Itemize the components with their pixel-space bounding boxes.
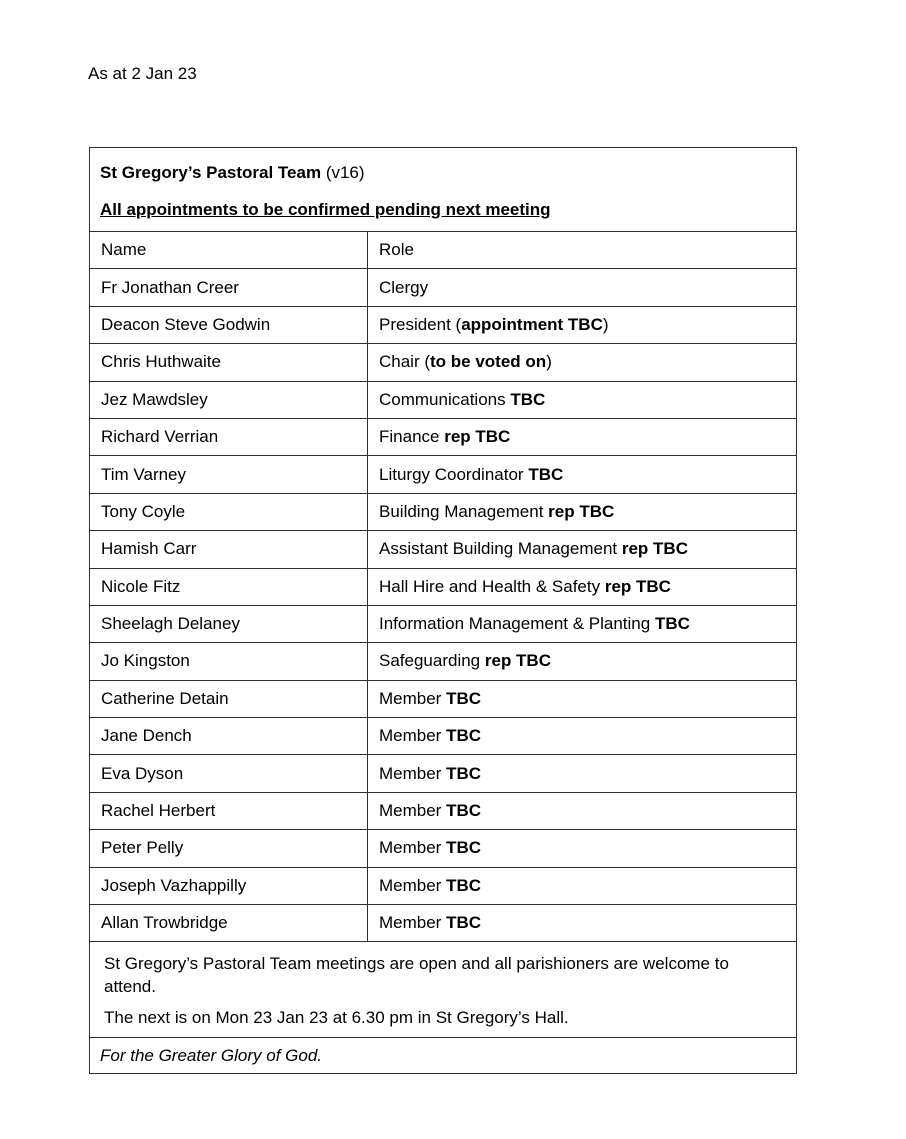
table-row [90,605,797,642]
member-role [368,905,797,942]
member-name: Tim Varney [90,456,368,493]
title-row [90,148,797,232]
member-name: Nicole Fitz [90,568,368,605]
role-segment: Clergy [379,277,429,297]
role-segment-bold: TBC [446,913,482,933]
role-segment-bold: TBC [446,838,482,858]
member-role [368,680,797,717]
table-row [90,568,797,605]
table-title-bold: St Gregory’s Pastoral Team [100,163,322,182]
pastoral-team-table [89,147,797,1074]
role-segment-bold: rep TBC [621,539,688,559]
role-segment-bold: rep TBC [444,427,511,447]
role-segment-bold: rep TBC [548,501,615,521]
member-name: Joseph Vazhappilly [90,867,368,904]
role-segment-bold: TBC [446,726,482,746]
date-label: As at 2 Jan 23 [88,64,197,83]
role-segment: Safeguarding [379,651,485,671]
table-row [90,418,797,455]
member-name: Jane Dench [90,718,368,755]
role-segment: Finance [379,427,445,447]
table-footer-body [90,942,797,1074]
table-row [90,531,797,568]
role-segment-bold: rep TBC [484,651,551,671]
table-subtitle: All appointments to be confirmed pending next meeting [100,200,551,219]
member-name: Deacon Steve Godwin [90,306,368,343]
table-row [90,344,797,381]
table-row [90,643,797,680]
table-row [90,381,797,418]
column-header-name: Name [90,232,368,269]
table-row [90,792,797,829]
table-row [90,905,797,942]
role-segment: President ( [379,314,462,334]
role-segment-bold: TBC [446,763,482,783]
member-role [368,493,797,530]
member-role [368,531,797,568]
role-segment: ) [602,314,609,334]
table-row [90,456,797,493]
role-segment: Assistant Building Management [379,539,622,559]
role-segment-bold: TBC [446,688,482,708]
table-row [90,680,797,717]
member-name: Sheelagh Delaney [90,605,368,642]
role-segment-bold: appointment TBC [461,314,603,334]
role-segment: Hall Hire and Health & Safety [379,576,605,596]
footer-notice-cell [90,942,797,1038]
footer-notice-row [90,942,797,1038]
member-role [368,456,797,493]
role-segment: ) [546,352,552,372]
role-segment: Liturgy Coordinator [379,464,529,484]
role-segment: Building Management [379,501,549,521]
role-segment: Member [379,875,447,895]
role-segment: Member [379,913,447,933]
table-title-cell [90,148,797,232]
member-role [368,306,797,343]
motto-cell: For the Greater Glory of God. [90,1038,797,1074]
table-row [90,306,797,343]
role-segment: Member [379,763,447,783]
member-name: Catherine Detain [90,680,368,717]
member-name: Richard Verrian [90,418,368,455]
footer-next-meeting-text: The next is on Mon 23 Jan 23 at 6.30 pm in St Gregory’s Hall. [104,1008,569,1028]
role-segment: Member [379,688,447,708]
member-name: Fr Jonathan Creer [90,269,368,306]
role-segment-bold: TBC [510,389,546,409]
member-role [368,381,797,418]
role-segment: Member [379,838,447,858]
member-role [368,418,797,455]
column-header-row [90,232,797,269]
member-role [368,830,797,867]
member-name: Rachel Herbert [90,792,368,829]
member-role [368,269,797,306]
role-segment-bold: rep TBC [604,576,671,596]
role-segment: Information Management & Planting [379,614,655,634]
column-header-role: Role [368,232,797,269]
member-name: Tony Coyle [90,493,368,530]
member-role [368,755,797,792]
member-role [368,643,797,680]
member-role [368,605,797,642]
table-row [90,867,797,904]
member-name: Chris Huthwaite [90,344,368,381]
table-title-version: (v16) [321,163,365,182]
role-segment-bold: TBC [446,801,482,821]
role-segment-bold: to be voted on [430,352,547,372]
role-segment-bold: TBC [528,464,564,484]
member-name: Jez Mawdsley [90,381,368,418]
table-row [90,830,797,867]
role-segment: Chair ( [379,352,431,372]
role-segment-bold: TBC [654,614,690,634]
member-name: Hamish Carr [90,531,368,568]
table-title [100,160,786,186]
member-role [368,867,797,904]
member-role [368,568,797,605]
member-name: Peter Pelly [90,830,368,867]
member-role [368,718,797,755]
table-row [90,718,797,755]
member-role [368,792,797,829]
member-name: Allan Trowbridge [90,905,368,942]
role-segment: Member [379,801,447,821]
table-row [90,755,797,792]
role-segment-bold: TBC [446,875,482,895]
role-segment: Member [379,726,447,746]
member-role [368,344,797,381]
role-segment: Communications [379,389,511,409]
table-row [90,269,797,306]
footer-open-meeting-text: St Gregory’s Pastoral Team meetings are open and all parishioners are welcome to attend. [104,954,729,997]
member-name: Eva Dyson [90,755,368,792]
motto-row [90,1038,797,1074]
member-name: Jo Kingston [90,643,368,680]
table-row [90,493,797,530]
